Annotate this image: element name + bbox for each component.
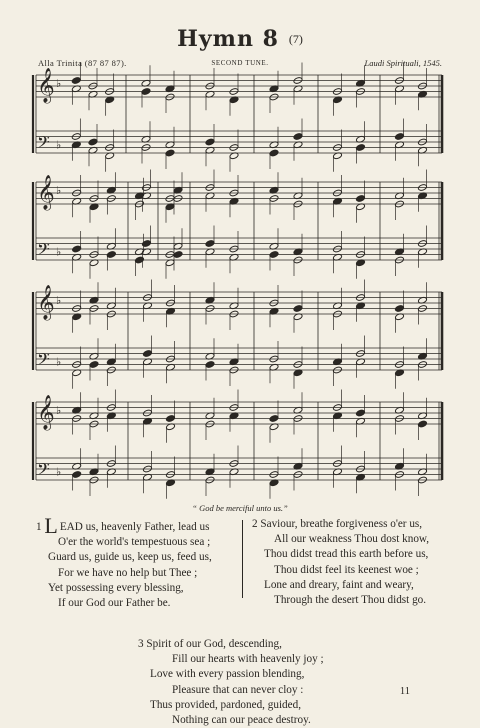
verse-line: Thou didst feel its keenest woe ; — [274, 563, 419, 576]
page-number: 11 — [399, 686, 410, 697]
note-head — [269, 415, 279, 423]
treble-clef: 𝄞 — [37, 284, 55, 320]
flat-sign: ♭ — [56, 294, 62, 308]
note-head — [293, 305, 303, 313]
verse-line: Nothing can our peace destroy. — [172, 714, 311, 727]
flat-sign: ♭ — [56, 465, 62, 479]
hymn-number: (7) — [288, 32, 303, 46]
treble-clef: 𝄞 — [37, 67, 55, 103]
verse-line: Through the desert Thou didst go. — [274, 594, 427, 607]
note-head — [356, 195, 366, 203]
note-head — [356, 409, 366, 417]
verse-number: 1 — [36, 521, 42, 533]
flat-sign: ♭ — [56, 245, 62, 259]
verse-line: 2 Saviour, breathe forgiveness o'er us, — [252, 518, 423, 530]
verse-number: 3 — [138, 638, 144, 650]
verse-line: If our God our Father be. — [58, 597, 171, 610]
note-head — [173, 251, 183, 259]
note-head — [165, 149, 175, 157]
verse-line: Fill our hearts with heavenly joy ; — [172, 653, 324, 666]
verse-line: Love with every passion blending, — [150, 668, 305, 681]
verse-line: Thou didst tread this earth before us, — [264, 548, 429, 561]
note-head — [135, 256, 145, 264]
verse-line: O'er the world's tempestuous sea ; — [58, 536, 211, 549]
verse-line: For we have no help but Thee ; — [58, 566, 198, 579]
bass-clef: 𝄢 — [37, 348, 50, 373]
note-head — [142, 240, 152, 248]
flat-sign: ♭ — [56, 355, 62, 369]
note-head — [205, 138, 215, 146]
verse-line: 1 L EAD us, heavenly Father, lead us — [36, 513, 210, 538]
flat-sign: ♭ — [56, 138, 62, 152]
note-head — [395, 305, 405, 313]
verse-line: 3 Spirit of our God, descending, — [138, 638, 282, 650]
treble-clef: 𝄞 — [37, 394, 55, 430]
verse-3 — [138, 637, 358, 728]
flat-sign: ♭ — [56, 404, 62, 418]
note-head — [72, 245, 82, 253]
hymn-title: Hymn 8 — [177, 26, 279, 52]
note-head — [141, 88, 151, 96]
note-head — [356, 144, 366, 152]
note-head — [205, 361, 215, 369]
note-head — [143, 350, 153, 358]
verse-2 — [252, 517, 452, 608]
note-head — [418, 420, 428, 428]
flat-sign: ♭ — [56, 184, 62, 198]
bass-clef: 𝄢 — [37, 131, 50, 156]
bass-clef: 𝄢 — [37, 238, 50, 263]
tune-source: Laudi Spirituali, 1545. — [364, 58, 442, 68]
note-head — [71, 77, 81, 85]
note-head — [106, 251, 116, 259]
column-divider — [242, 520, 243, 598]
verse-number: 2 — [252, 518, 258, 530]
note-head — [269, 149, 279, 157]
verse-line: Thus provided, pardoned, guided, — [150, 698, 301, 711]
bass-clef: 𝄢 — [37, 458, 50, 483]
drop-cap: L — [44, 513, 58, 538]
note-head — [89, 361, 99, 369]
verse-line: All our weakness Thou dost know, — [274, 533, 430, 546]
verse-1 — [36, 513, 236, 611]
note-head — [395, 133, 405, 141]
treble-clef: 𝄞 — [37, 174, 55, 210]
tune-label: SECOND TUNE. — [211, 59, 269, 67]
note-head — [72, 471, 82, 479]
note-head — [269, 251, 279, 259]
verse-line: Lone and dreary, faint and weary, — [264, 578, 414, 591]
score-caption: “ God be merciful unto us.” — [192, 503, 288, 513]
note-head — [88, 138, 98, 146]
note-head — [293, 133, 303, 141]
note-head — [166, 415, 176, 423]
tune-name: Alla Trinita (87 87 87). — [38, 58, 127, 68]
note-head — [205, 240, 215, 248]
verse-line: Yet possessing every blessing, — [48, 581, 184, 594]
verse-line: Pleasure that can never cloy : — [172, 683, 304, 696]
verse-line: Guard us, guide us, keep us, feed us, — [48, 551, 212, 564]
flat-sign: ♭ — [56, 77, 62, 91]
